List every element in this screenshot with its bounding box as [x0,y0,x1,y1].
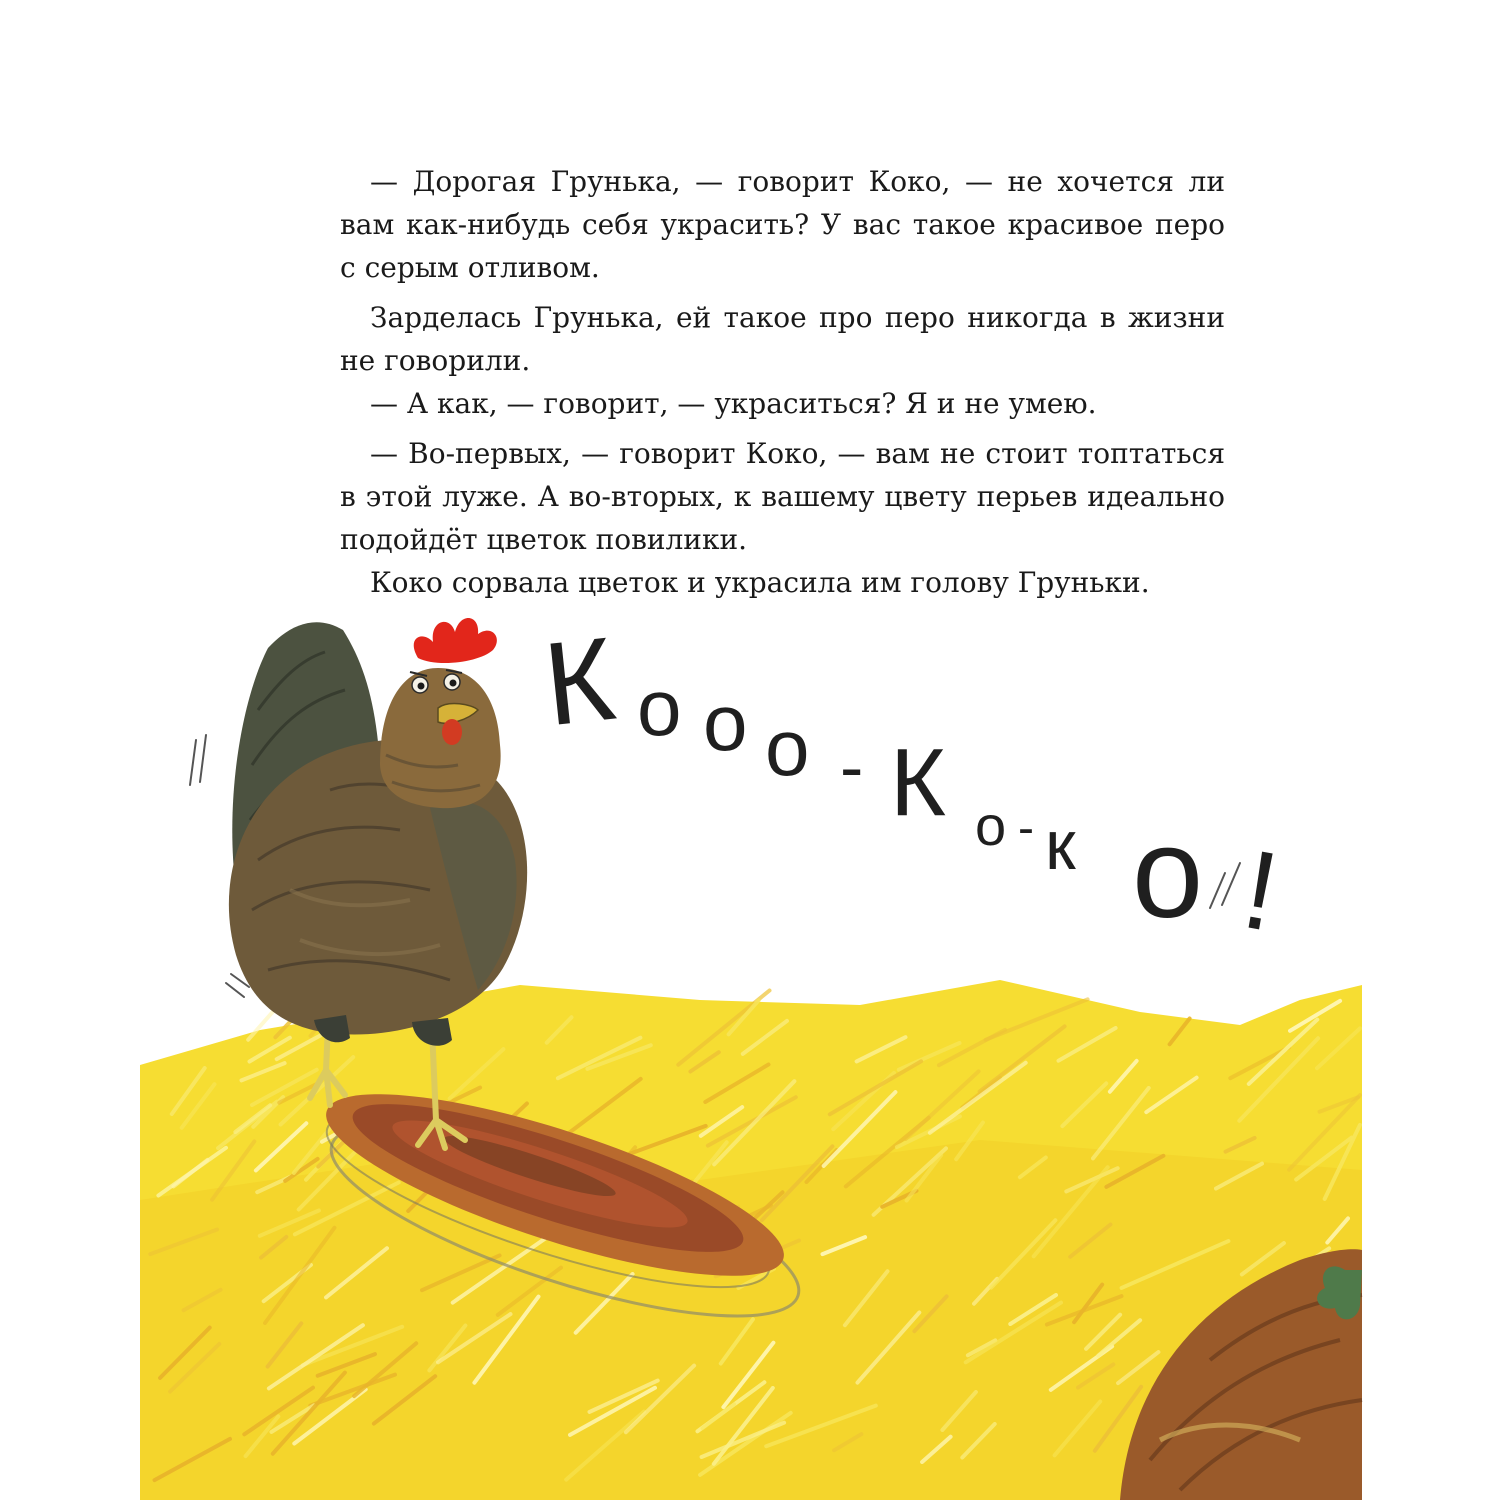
shout-letter: К [538,612,621,752]
shout-letter: о [637,663,682,752]
shout-letter: - [1018,802,1034,855]
story-paragraph-5: Коко сорвала цветок и украсила им голову Груньки. [370,566,1150,599]
story-paragraph-4: — Во-первых, — говорит Коко, — вам не стоит топтаться в этой луже. А во-вторых, к вашему цвету перьев идеально подойдёт цветок повилики. [340,437,1225,556]
hen-wattle-icon [442,719,462,745]
story-paragraph-2: Зарделась Грунька, ей такое про перо никогда в жизни не говорили. [340,301,1225,377]
shout-letter: К [890,729,946,836]
shout-letter: о [703,678,748,767]
shout-letter: к [1045,806,1076,884]
hen-illustration [0,560,1500,1500]
hen-neck [380,668,501,808]
shout-letter: о [1132,802,1204,945]
story-text [340,160,1225,611]
shout-letter: о [765,703,810,792]
shout-letter: о [975,794,1007,857]
story-paragraph-1: — Дорогая Грунька, — говорит Коко, — не хочется ли вам как-нибудь себя украсить? У вас такое красивое перо с серым отливом. [340,165,1225,284]
hen-comb-icon [414,618,497,663]
shout-letter: ! [1234,826,1287,955]
shout-letter: - [840,728,864,806]
story-paragraph-3: — А как, — говорит, — украситься? Я и не умею. [370,387,1097,420]
illustration-svg [0,560,1500,1500]
